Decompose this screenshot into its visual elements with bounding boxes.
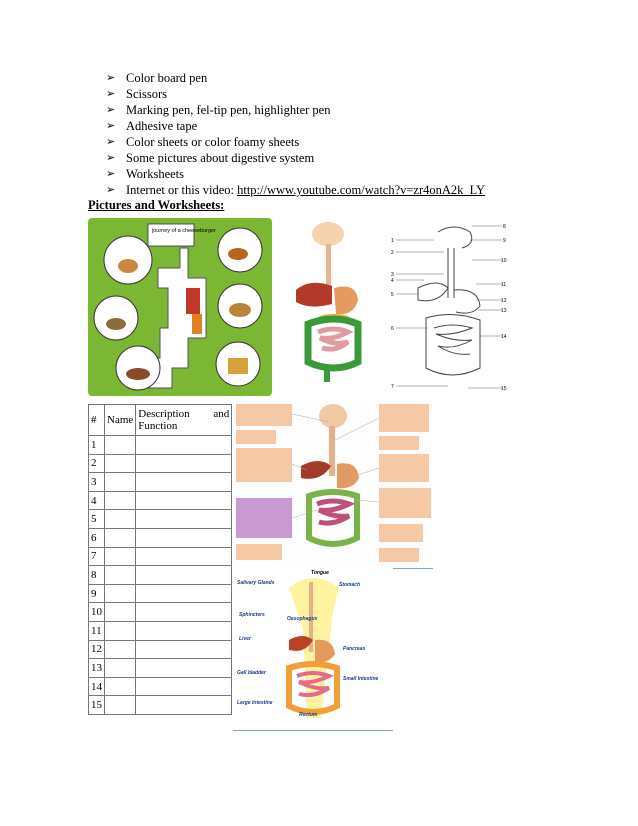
name-cell[interactable] [105, 696, 136, 715]
description-cell[interactable] [136, 677, 232, 696]
number-label: 1 [391, 238, 394, 244]
number-label: 10 [501, 258, 507, 264]
description-cell[interactable] [136, 566, 232, 585]
name-cell[interactable] [105, 528, 136, 547]
table-row: 11 [89, 621, 232, 640]
materials-list [106, 70, 485, 198]
number-label: 7 [391, 384, 394, 390]
name-cell[interactable] [105, 659, 136, 678]
table-row: 15 [89, 696, 232, 715]
name-cell[interactable] [105, 584, 136, 603]
table-row: 13 [89, 659, 232, 678]
description-cell[interactable] [136, 696, 232, 715]
description-cell[interactable] [136, 473, 232, 492]
list-item: ➢ Marking pen, fel-tip pen, highlighter pen [106, 103, 331, 117]
arrow-bullet-icon: ➢ [106, 168, 116, 180]
table-row: 2 [89, 454, 232, 473]
table-row: 1 [89, 436, 232, 455]
table-row: 5 [89, 510, 232, 529]
name-cell[interactable] [105, 640, 136, 659]
table-header-row [89, 405, 232, 436]
table-row: 6 [89, 528, 232, 547]
name-cell[interactable] [105, 566, 136, 585]
arrow-bullet-icon: ➢ [106, 136, 116, 148]
number-label: 13 [501, 308, 507, 314]
list-item: ➢ Scissors [106, 87, 167, 101]
numbered-line-diagram [388, 218, 510, 394]
arrow-bullet-icon: ➢ [106, 88, 116, 100]
number-label: 2 [391, 250, 394, 256]
number-label: 3 [391, 272, 394, 278]
diagram-label: Liver [239, 636, 251, 642]
table-row: 8 [89, 566, 232, 585]
diagram-label: Gall bladder [237, 670, 266, 676]
list-item: ➢ Color board pen [106, 71, 208, 85]
labeled-digestive-figure [233, 400, 433, 569]
number-label: 11 [501, 282, 507, 288]
list-item: ➢ Color sheets or color foamy sheets [106, 135, 300, 149]
arrow-bullet-icon: ➢ [106, 184, 116, 196]
diagram-label: Rectum [299, 712, 318, 718]
number-label: 9 [503, 238, 506, 244]
description-cell[interactable] [136, 436, 232, 455]
table-row: 9 [89, 584, 232, 603]
description-cell[interactable] [136, 528, 232, 547]
description-cell[interactable] [136, 659, 232, 678]
number-label: 5 [391, 292, 394, 298]
table-row: 10 [89, 603, 232, 622]
description-cell[interactable] [136, 547, 232, 566]
diagram-label: Salivary Glands [237, 580, 275, 586]
worksheet-table [88, 404, 232, 715]
diagram-label: Tongue [311, 570, 329, 576]
table-row: 14 [89, 677, 232, 696]
name-cell[interactable] [105, 510, 136, 529]
number-label: 14 [501, 334, 507, 340]
header-description: Description and Function [136, 405, 232, 436]
description-cell[interactable] [136, 640, 232, 659]
diagram-label: Pancreas [343, 646, 366, 652]
list-item: ➢ Adhesive tape [106, 119, 198, 133]
name-cell[interactable] [105, 603, 136, 622]
name-cell[interactable] [105, 547, 136, 566]
name-cell[interactable] [105, 491, 136, 510]
video-link[interactable]: http://www.youtube.com/watch?v=zr4onA2k_LY [237, 183, 486, 197]
diagram-label: Oesophagus [287, 616, 318, 622]
description-cell[interactable] [136, 584, 232, 603]
description-cell[interactable] [136, 454, 232, 473]
table-row: 4 [89, 491, 232, 510]
table-row: 7 [89, 547, 232, 566]
name-cell[interactable] [105, 621, 136, 640]
diagram-label: Sphincters [239, 612, 265, 618]
list-item: ➢ Worksheets [106, 167, 185, 181]
description-cell[interactable] [136, 603, 232, 622]
arrow-bullet-icon: ➢ [106, 120, 116, 132]
diagram-label: Small Intestine [343, 676, 379, 682]
arrow-bullet-icon: ➢ [106, 104, 116, 116]
number-label: 15 [501, 386, 507, 392]
number-label: 8 [503, 224, 506, 230]
name-cell[interactable] [105, 473, 136, 492]
burger-figure-title: journey of a cheeseburger [152, 228, 216, 234]
table-row: 3 [89, 473, 232, 492]
header-num: # [89, 405, 105, 436]
description-cell[interactable] [136, 621, 232, 640]
section-title: Pictures and Worksheets: [88, 198, 225, 212]
description-cell[interactable] [136, 491, 232, 510]
description-cell[interactable] [136, 510, 232, 529]
number-label: 12 [501, 298, 507, 304]
arrow-bullet-icon: ➢ [106, 152, 116, 164]
number-label: 6 [391, 326, 394, 332]
cheeseburger-journey-figure [88, 218, 272, 396]
colored-digestive-diagram [280, 218, 388, 394]
name-cell[interactable] [105, 436, 136, 455]
name-cell[interactable] [105, 677, 136, 696]
header-name: Name [105, 405, 136, 436]
list-item: ➢ Some pictures about digestive system [106, 151, 315, 165]
name-cell[interactable] [105, 454, 136, 473]
diagram-label: Stomach [339, 582, 361, 588]
yellow-digestive-figure [233, 568, 393, 731]
list-item-internet: ➢ Internet or this video: http://www.youtube.com/watch?v=zr4onA2k_LY [106, 183, 486, 197]
arrow-bullet-icon: ➢ [106, 72, 116, 84]
table-row: 12 [89, 640, 232, 659]
diagram-label: Large Intestine [237, 700, 273, 706]
number-label: 4 [391, 278, 394, 284]
